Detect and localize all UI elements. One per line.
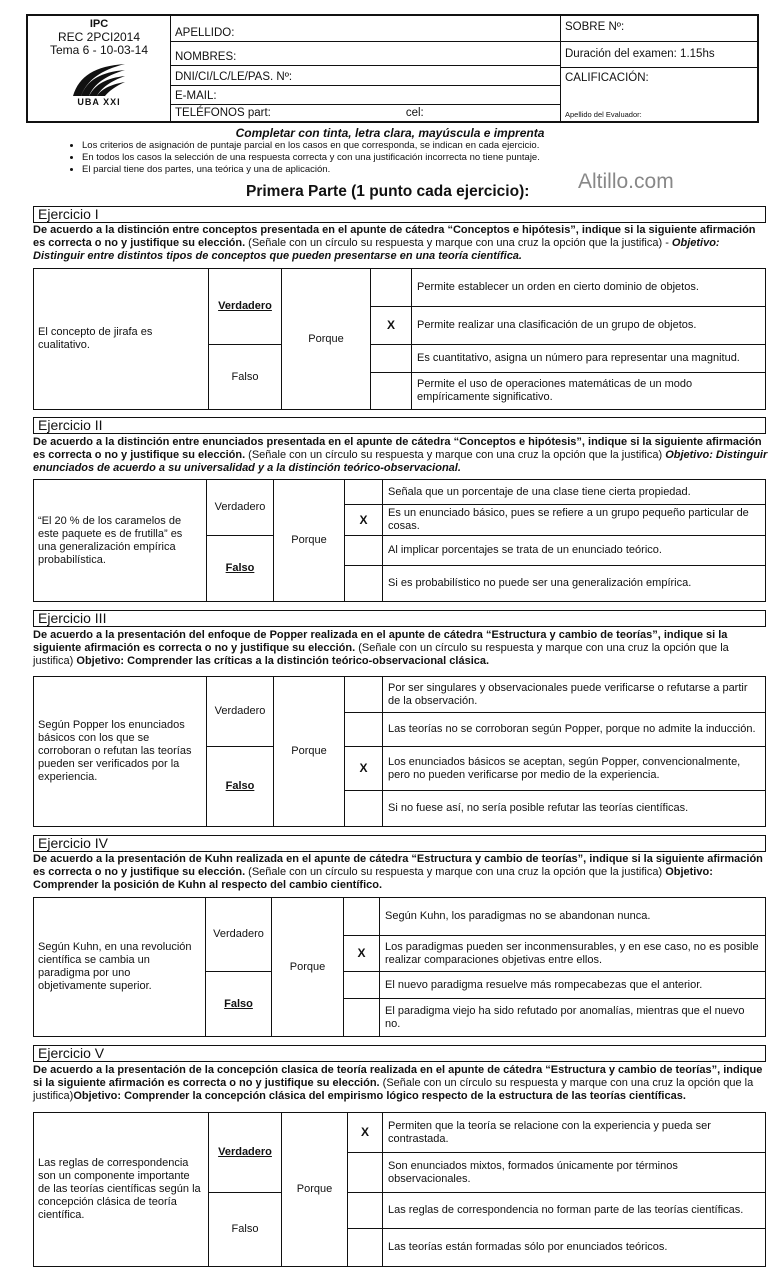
porque-label: Porque <box>274 480 345 602</box>
mark-cell[interactable] <box>344 972 380 999</box>
statement: “El 20 % de los caramelos de este paquete es de frutilla” es una generalización empírica probabilística. <box>34 480 207 602</box>
mark-cell[interactable] <box>345 566 383 602</box>
exercise-objective: Objetivo: Comprender la concepción clásica del empirismo lógico respecto de la estructura de las teorías científicas. <box>73 1090 686 1102</box>
exam-admin-fields <box>561 16 757 121</box>
falso-option[interactable]: Falso <box>209 345 282 410</box>
mark-cell[interactable] <box>371 269 412 307</box>
instruction-item: • El parcial tiene dos partes, una teórica y una de aplicación. <box>82 164 540 176</box>
exercise-1-description <box>33 224 768 263</box>
mark-cell[interactable] <box>348 1229 383 1267</box>
exercise-1-label: Ejercicio I <box>33 206 766 223</box>
exam-code: REC 2PCI2014 <box>57 30 141 44</box>
exercise-desc-normal: (Señale con un círculo su respuesta y marque con una cruz la opción que la justifica) <box>33 642 729 667</box>
justification-option: Permite realizar una clasificación de un grupo de objetos. <box>412 307 766 345</box>
exercise-desc-normal: (Señale con un círculo su respuesta y marque con una cruz la opción que la justifica) <box>245 449 666 461</box>
justification-option: Permite establecer un orden en cierto dominio de objetos. <box>412 269 766 307</box>
uba-logo-text: UBA XXI <box>77 97 121 107</box>
verdadero-option[interactable]: Verdadero <box>207 480 274 536</box>
apellido-field[interactable]: APELLIDO: <box>171 16 560 42</box>
part-title: Primera Parte (1 punto cada ejercicio): <box>246 183 530 200</box>
exercise-4-table <box>33 897 766 1037</box>
mark-cell[interactable] <box>345 480 383 505</box>
statement: Según Kuhn, en una revolución científica se cambia un paradigma por uno objetivamente superior. <box>34 898 206 1037</box>
justification-option: Según Kuhn, los paradigmas no se abandonan nunca. <box>380 898 766 936</box>
exercise-5-label: Ejercicio V <box>33 1045 766 1062</box>
falso-option[interactable]: Falso <box>207 747 274 827</box>
porque-label: Porque <box>274 677 345 827</box>
mark-cell[interactable] <box>345 791 383 827</box>
telefonos-field[interactable] <box>171 105 560 121</box>
exercise-desc-bold: De acuerdo a la presentación del enfoque de Popper realizada en el apunte de cátedra “Estructura y cambio de teorías”, indique si la siguiente afirmación es correcta o no y justifique su elección. <box>33 629 728 654</box>
porque-label: Porque <box>272 898 344 1037</box>
exam-topic-date: Tema 6 - 10-03-14 <box>49 43 149 57</box>
mark-cell-checked[interactable]: X <box>345 747 383 791</box>
exercise-2-table <box>33 479 766 602</box>
mark-cell[interactable] <box>344 999 380 1037</box>
verdadero-option[interactable]: Verdadero <box>206 898 272 972</box>
exercise-desc-bold: De acuerdo a la presentación de Kuhn realizada en el apunte de cátedra “Estructura y cambio de teorías”, indique si la siguiente afirmación es correcta o no y justifique su elección. <box>33 853 763 878</box>
justification-option: Las teorías están formadas sólo por enunciados teóricos. <box>383 1229 766 1267</box>
watermark: Altillo.com <box>578 170 674 193</box>
exercise-3-description <box>33 629 768 668</box>
mark-cell-checked[interactable]: X <box>345 505 383 536</box>
sobre-field[interactable]: SOBRE Nº: <box>561 16 757 42</box>
mark-cell[interactable] <box>345 713 383 747</box>
justification-option: Las teorías no se corroboran según Popper, porque no admite la inducción. <box>383 713 766 747</box>
justification-option: El paradigma viejo ha sido refutado por anomalías, mientras que el nuevo no. <box>380 999 766 1037</box>
justification-option: Permiten que la teoría se relacione con la experiencia y pueda ser contrastada. <box>383 1113 766 1153</box>
justification-option: Los enunciados básicos se aceptan, según Popper, convencionalmente, pero no pueden verificarse por medio de la experiencia. <box>383 747 766 791</box>
exercise-4-label: Ejercicio IV <box>33 835 766 852</box>
instructions-title: Completar con tinta, letra clara, mayúscula e imprenta <box>235 126 545 140</box>
exercise-objective: Objetivo: Distinguir enunciados de acuerdo a su universalidad y a la distinción teórico-observacional. <box>33 449 768 474</box>
exercise-desc-bold: De acuerdo a la distinción entre conceptos presentada en el apunte de cátedra “Conceptos e hipótesis”, indique si la siguiente afirmación es correcta o no y justifique su elección. <box>33 224 756 249</box>
mark-cell-checked[interactable]: X <box>348 1113 383 1153</box>
exam-header <box>26 14 759 123</box>
dni-field[interactable]: DNI/CI/LC/LE/PAS. Nº: <box>171 66 560 86</box>
justification-option: Permite el uso de operaciones matemáticas de un modo empíricamente significativo. <box>412 373 766 410</box>
statement: El concepto de jirafa es cualitativo. <box>34 269 209 410</box>
porque-label: Porque <box>282 1113 348 1267</box>
mark-cell[interactable] <box>348 1153 383 1193</box>
duracion-label: Duración del examen: 1.15hs <box>561 42 757 68</box>
exercise-desc-bold: De acuerdo a la distinción entre enunciados presentada en el apunte de cátedra “Conceptos e hipótesis”, indique si la siguiente afirmación es correcta o no y justifique su elección. <box>33 436 762 461</box>
exercise-objective: Objetivo: Comprender las críticas a la distinción teórico-observacional clásica. <box>76 655 490 667</box>
statement: Las reglas de correspondencia son un componente importante de las teorías científicas según la concepción clásica de teoría científica. <box>34 1113 209 1267</box>
mark-cell[interactable] <box>344 898 380 936</box>
justification-option: El nuevo paradigma resuelve más rompecabezas que el anterior. <box>380 972 766 999</box>
course-code: IPC <box>89 18 109 30</box>
falso-option[interactable]: Falso <box>209 1193 282 1267</box>
exercise-desc-normal: (Señale con un círculo su respuesta y marque con una cruz la opción que la justifica) <box>33 1077 754 1102</box>
exercise-4-description <box>33 853 768 892</box>
exercise-2-label: Ejercicio II <box>33 417 766 434</box>
cel-label: cel: <box>405 107 424 119</box>
instruction-item: • Los criterios de asignación de puntaje parcial en los casos en que corresponda, se indican en cada ejercicio. <box>82 140 540 152</box>
exercise-desc-normal: (Señale con un círculo su respuesta y marque con una cruz la opción que la justifica) <box>245 866 666 878</box>
telefonos-label: TELÉFONOS part: <box>175 107 271 119</box>
evaluador-label: Apellido del Evaluador: <box>565 110 642 119</box>
mark-cell[interactable] <box>345 536 383 566</box>
mark-cell[interactable] <box>348 1193 383 1229</box>
exercise-2-description <box>33 436 768 475</box>
justification-option: Son enunciados mixtos, formados únicamente por términos observacionales. <box>383 1153 766 1193</box>
email-field[interactable]: E-MAIL: <box>171 86 560 105</box>
exercise-objective: Objetivo: Comprender la posición de Kuhn al respecto del cambio científico. <box>33 866 713 891</box>
calificacion-field[interactable] <box>561 68 757 121</box>
instruction-item: • En todos los casos la selección de una respuesta correcta y con una justificación incorrecta no tiene puntaje. <box>82 152 540 164</box>
uba-logo-icon <box>69 60 129 98</box>
exercise-3-table <box>33 676 766 827</box>
exercise-3-label: Ejercicio III <box>33 610 766 627</box>
mark-cell[interactable] <box>371 345 412 373</box>
exercise-5-table <box>33 1112 766 1267</box>
verdadero-option[interactable]: Verdadero <box>207 677 274 747</box>
exercise-objective: Objetivo: Distinguir entre distintos tipos de conceptos que pueden presentarse en una teoría científica. <box>33 237 720 262</box>
course-info <box>28 16 171 121</box>
exercise-desc-bold: De acuerdo a la presentación de la concepción clasica de teoría realizada en el apunte de cátedra “Estructura y cambio de teorías”, indique si la siguiente afirmación es correcta o no y justifique su elección. <box>33 1064 763 1089</box>
justification-option: Si es probabilístico no puede ser una generalización empírica. <box>383 566 766 602</box>
statement: Según Popper los enunciados básicos con los que se corroboran o refutan las teorías pueden ser verificados por la experiencia. <box>34 677 207 827</box>
exercise-1-table <box>33 268 766 410</box>
calificacion-label: CALIFICACIÓN: <box>565 72 649 84</box>
justification-option: Al implicar porcentajes se trata de un enunciado teórico. <box>383 536 766 566</box>
student-fields <box>171 16 561 121</box>
porque-label: Porque <box>282 269 371 410</box>
justification-option: Las reglas de correspondencia no forman parte de las teorías científicas. <box>383 1193 766 1229</box>
falso-option[interactable]: Falso <box>207 536 274 602</box>
justification-option: Si no fuese así, no sería posible refutar las teorías científicas. <box>383 791 766 827</box>
exercise-desc-normal: (Señale con un círculo su respuesta y marque con una cruz la opción que la justifica) - <box>245 237 672 249</box>
justification-option: Es un enunciado básico, pues se refiere a un grupo pequeño particular de cosas. <box>383 505 766 536</box>
justification-option: Por ser singulares y observacionales puede verificarse o refutarse a partir de la observación. <box>383 677 766 713</box>
mark-cell[interactable] <box>345 677 383 713</box>
verdadero-option[interactable]: Verdadero <box>209 269 282 345</box>
mark-cell-checked[interactable]: X <box>371 307 412 345</box>
nombres-field[interactable]: NOMBRES: <box>171 42 560 66</box>
mark-cell-checked[interactable]: X <box>344 936 380 972</box>
justification-option: Los paradigmas pueden ser inconmensurables, y en ese caso, no es posible realizar comparaciones objetivas entre ellos. <box>380 936 766 972</box>
falso-option[interactable]: Falso <box>206 972 272 1037</box>
instructions-list <box>64 140 540 176</box>
mark-cell[interactable] <box>371 373 412 410</box>
justification-option: Señala que un porcentaje de una clase tiene cierta propiedad. <box>383 480 766 505</box>
justification-option: Es cuantitativo, asigna un número para representar una magnitud. <box>412 345 766 373</box>
exercise-5-description <box>33 1064 768 1103</box>
verdadero-option[interactable]: Verdadero <box>209 1113 282 1193</box>
